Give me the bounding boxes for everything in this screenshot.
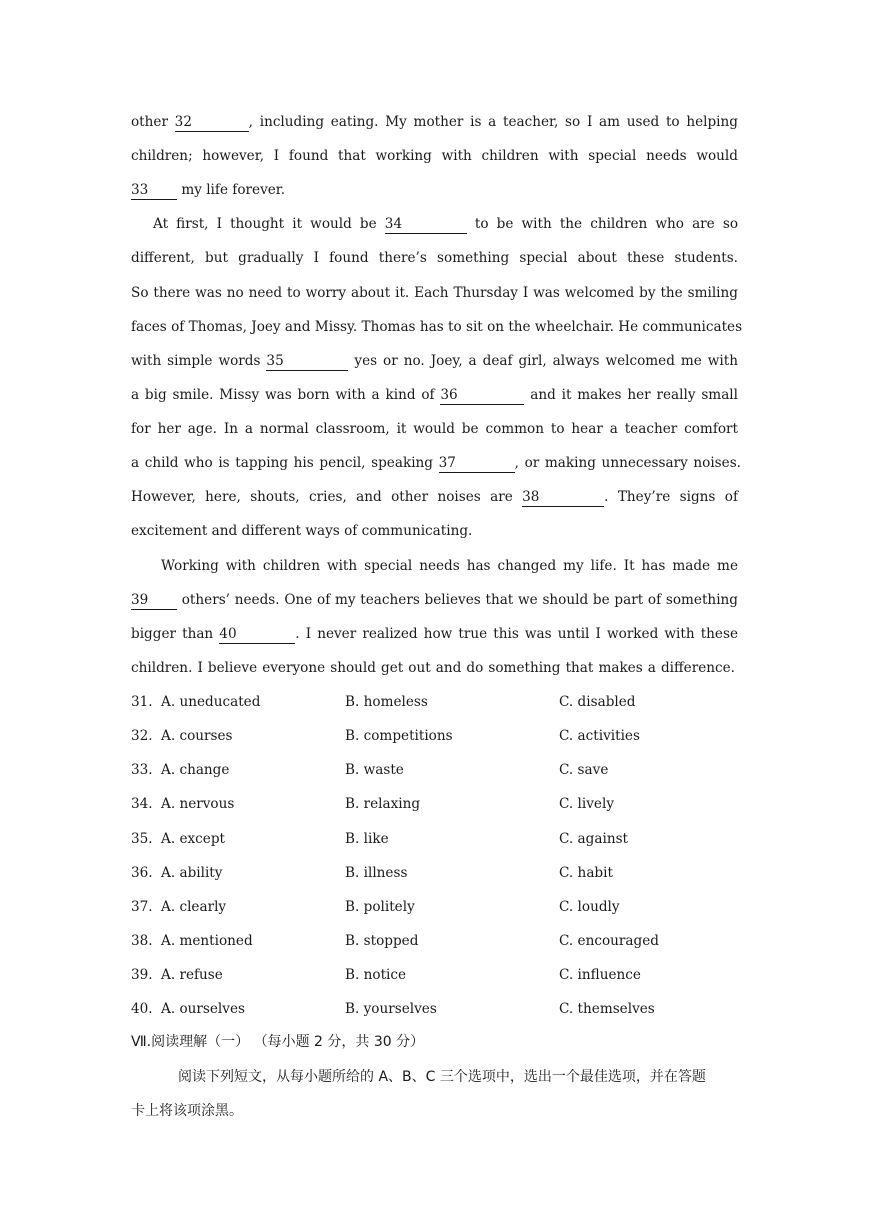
option-row-37 xyxy=(131,897,738,917)
section-instruction-line-1: 阅读下列短文，从每小题所给的 A、B、C 三个选项中，选出一个最佳选项，并在答题 xyxy=(178,1069,706,1085)
question-number: 39. xyxy=(131,967,153,983)
option-b: B. homeless xyxy=(345,694,428,710)
option-c: C. loudly xyxy=(559,899,620,915)
option-c: C. against xyxy=(559,831,629,847)
blank-32: 32 xyxy=(175,114,249,132)
question-number: 36. xyxy=(131,865,153,881)
passage-line-13: excitement and different ways of communicating. xyxy=(131,523,473,539)
blank-38: 38 xyxy=(522,489,604,507)
option-row-35 xyxy=(131,829,738,849)
blank-40: 40 xyxy=(219,626,295,644)
passage-line-14: Working with children with special needs has changed my life. It has made me xyxy=(161,558,738,574)
option-b: B. stopped xyxy=(345,933,419,949)
option-a: A. uneducated xyxy=(161,694,261,710)
option-a: A. except xyxy=(161,831,225,847)
option-a: A. courses xyxy=(161,728,233,744)
option-c: C. lively xyxy=(559,796,615,812)
question-number: 34. xyxy=(131,796,153,812)
question-number: 40. xyxy=(131,1001,153,1017)
blank-36: 36 xyxy=(440,387,524,405)
option-a: A. refuse xyxy=(161,967,223,983)
section-heading: Ⅶ.阅读理解（一） （每小题 2 分，共 30 分） xyxy=(131,1034,425,1050)
option-c: C. themselves xyxy=(559,1001,655,1017)
passage-line-3: 33 my life forever. xyxy=(131,182,286,198)
option-row-34 xyxy=(131,794,738,814)
passage-line-15: 39 others’ needs. One of my teachers believes that we should be part of something xyxy=(131,592,738,608)
option-a: A. ourselves xyxy=(161,1001,245,1017)
option-c: C. disabled xyxy=(559,694,636,710)
option-row-36 xyxy=(131,863,738,883)
option-a: A. ability xyxy=(161,865,223,881)
option-c: C. encouraged xyxy=(559,933,659,949)
option-c: C. activities xyxy=(559,728,640,744)
blank-37: 37 xyxy=(439,455,515,473)
option-c: C. habit xyxy=(559,865,613,881)
option-b: B. illness xyxy=(345,865,408,881)
option-c: C. save xyxy=(559,762,609,778)
passage-line-9: a big smile. Missy was born with a kind of 36 and it makes her really small xyxy=(131,387,738,403)
option-b: B. like xyxy=(345,831,389,847)
question-number: 33. xyxy=(131,762,153,778)
passage-line-4: At first, I thought it would be 34 to be with the children who are so xyxy=(153,216,739,232)
blank-33: 33 xyxy=(131,182,177,200)
question-number: 38. xyxy=(131,933,153,949)
option-b: B. relaxing xyxy=(345,796,421,812)
passage-line-8: with simple words 35 yes or no. Joey, a deaf girl, always welcomed me with xyxy=(131,353,739,369)
option-a: A. mentioned xyxy=(161,933,253,949)
question-number: 31. xyxy=(131,694,153,710)
option-b: B. notice xyxy=(345,967,407,983)
question-number: 32. xyxy=(131,728,153,744)
option-row-31 xyxy=(131,692,738,712)
option-a: A. clearly xyxy=(161,899,227,915)
option-c: C. influence xyxy=(559,967,641,983)
passage-line-10: for her age. In a normal classroom, it would be common to hear a teacher comfort xyxy=(131,421,738,437)
passage-line-1: other 32 , including eating. My mother is a teacher, so I am used to helping xyxy=(131,114,738,130)
option-row-33 xyxy=(131,760,738,780)
option-row-40 xyxy=(131,999,738,1019)
option-b: B. waste xyxy=(345,762,404,778)
question-number: 35. xyxy=(131,831,153,847)
blank-34: 34 xyxy=(385,216,467,234)
blank-35: 35 xyxy=(266,353,348,371)
option-b: B. yourselves xyxy=(345,1001,437,1017)
blank-39: 39 xyxy=(131,592,177,610)
option-row-39 xyxy=(131,965,738,985)
passage-line-2: children; however, I found that working with children with special needs would xyxy=(131,148,738,164)
passage-line-5: different, but gradually I found there’s something special about these students. xyxy=(131,250,738,266)
option-a: A. nervous xyxy=(161,796,235,812)
option-row-32 xyxy=(131,726,738,746)
question-number: 37. xyxy=(131,899,153,915)
passage-line-11: a child who is tapping his pencil, speaking 37 , or making unnecessary noises. xyxy=(131,455,741,471)
passage-line-16: bigger than 40 . I never realized how true this was until I worked with these xyxy=(131,626,738,642)
section-instruction-line-2: 卡上将该项涂黑。 xyxy=(131,1103,243,1119)
passage-line-6: So there was no need to worry about it. Each Thursday I was welcomed by the smiling xyxy=(131,285,738,301)
passage-line-17: children. I believe everyone should get out and do something that makes a difference. xyxy=(131,660,735,676)
option-b: B. politely xyxy=(345,899,415,915)
option-b: B. competitions xyxy=(345,728,453,744)
option-a: A. change xyxy=(161,762,230,778)
passage-line-7: faces of Thomas, Joey and Missy. Thomas has to sit on the wheelchair. He communicates xyxy=(131,319,743,335)
passage-line-12: However, here, shouts, cries, and other noises are 38 . They’re signs of xyxy=(131,489,739,505)
option-row-38 xyxy=(131,931,738,951)
